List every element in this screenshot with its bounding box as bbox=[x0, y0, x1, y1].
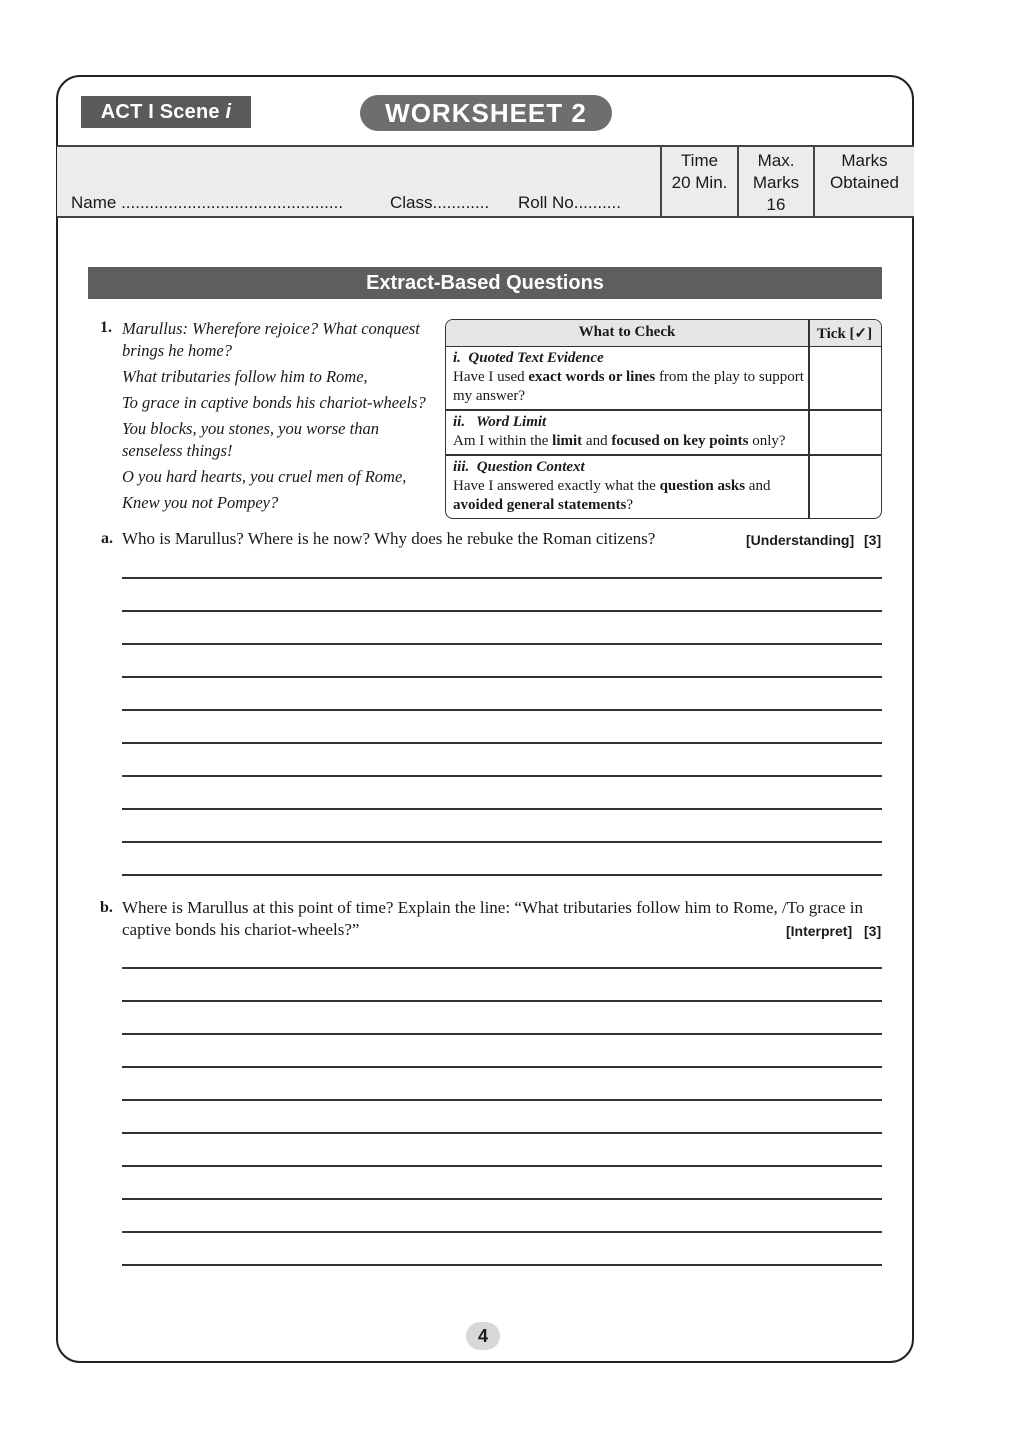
extract-passage bbox=[122, 318, 440, 518]
answer-checklist-table bbox=[445, 319, 882, 519]
part-a-label: a. bbox=[101, 530, 113, 547]
answer-line[interactable] bbox=[122, 676, 882, 678]
answer-line[interactable] bbox=[122, 1231, 882, 1233]
part-a-skill-tag: [Understanding] bbox=[746, 532, 855, 548]
answer-line[interactable] bbox=[122, 709, 882, 711]
extract-line: Knew you not Pompey? bbox=[122, 493, 279, 512]
checklist-col-what: What to Check bbox=[578, 324, 676, 340]
extract-line: Marullus: Wherefore rejoice? What conquest brings he home? bbox=[122, 319, 420, 360]
act-scene-badge: ACT I Scene i bbox=[81, 96, 251, 128]
worksheet-title: WORKSHEET 2 bbox=[360, 95, 612, 131]
time-cell: Time 20 Min. bbox=[660, 145, 737, 218]
answer-line[interactable] bbox=[122, 610, 882, 612]
part-b-label: b. bbox=[100, 899, 113, 916]
answer-line[interactable] bbox=[122, 577, 882, 579]
checklist-row: iii. Question Context Have I answered exactly what the question asks and avoided general statements? bbox=[453, 459, 775, 513]
extract-line: You blocks, you stones, you worse than senseless things! bbox=[122, 419, 379, 460]
part-a-marks: [3] bbox=[864, 532, 882, 548]
answer-line[interactable] bbox=[122, 1132, 882, 1134]
answer-line[interactable] bbox=[122, 643, 882, 645]
checklist-divider bbox=[808, 320, 810, 518]
answer-line[interactable] bbox=[122, 775, 882, 777]
class-field[interactable]: Class............ bbox=[390, 193, 490, 212]
answer-line[interactable] bbox=[122, 1264, 882, 1266]
extract-line: To grace in captive bonds his chariot-wheels? bbox=[122, 393, 426, 412]
answer-line[interactable] bbox=[122, 742, 882, 744]
answer-line[interactable] bbox=[122, 874, 882, 876]
extract-line: What tributaries follow him to Rome, bbox=[122, 367, 368, 386]
part-b-question-line1: Where is Marullus at this point of time? Explain the line: “What tributaries follow him to Rome, /To grace in bbox=[122, 898, 863, 917]
answer-line[interactable] bbox=[122, 1165, 882, 1167]
checklist-row: i. Quoted Text Evidence Have I used exact words or lines from the play to support my answer? bbox=[453, 350, 808, 404]
answer-line[interactable] bbox=[122, 808, 882, 810]
part-b-question-line2: captive bonds his chariot-wheels?” bbox=[122, 920, 360, 939]
marks-obtained-cell[interactable]: Marks Obtained bbox=[813, 145, 914, 218]
answer-line[interactable] bbox=[122, 1099, 882, 1101]
page-number: 4 bbox=[466, 1322, 500, 1350]
answer-line[interactable] bbox=[122, 1198, 882, 1200]
answer-line[interactable] bbox=[122, 1066, 882, 1068]
answer-line[interactable] bbox=[122, 1000, 882, 1002]
section-title: Extract-Based Questions bbox=[88, 267, 882, 299]
max-marks-cell: Max. Marks 16 bbox=[737, 145, 813, 218]
part-a-question: Who is Marullus? Where is he now? Why does he rebuke the Roman citizens? bbox=[122, 529, 656, 548]
checklist-row: ii. Word Limit Am I within the limit and focused on key points only? bbox=[453, 414, 786, 449]
roll-no-field[interactable]: Roll No.......... bbox=[518, 193, 621, 212]
checklist-header bbox=[446, 320, 881, 347]
extract-line: O you hard hearts, you cruel men of Rome, bbox=[122, 467, 407, 486]
name-field[interactable]: Name ............................................... bbox=[71, 193, 344, 212]
scene-number: i bbox=[225, 100, 232, 123]
checklist-col-tick: Tick [✓] bbox=[816, 326, 873, 342]
answer-line[interactable] bbox=[122, 841, 882, 843]
part-b-marks: [3] bbox=[864, 923, 882, 939]
answer-line[interactable] bbox=[122, 1033, 882, 1035]
answer-line[interactable] bbox=[122, 967, 882, 969]
question-number: 1. bbox=[100, 319, 112, 336]
part-b-skill-tag: [Interpret] bbox=[786, 923, 853, 939]
